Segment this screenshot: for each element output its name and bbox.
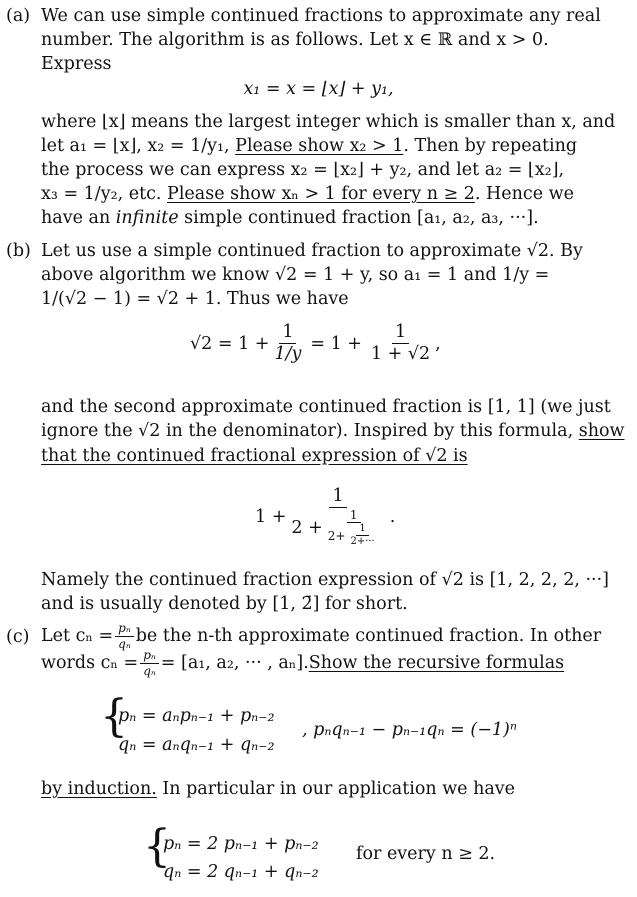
part-a-line-1 (41, 5, 601, 27)
part-b-line-5 (41, 420, 625, 442)
condition-n: for every n ≥ 2. (356, 844, 496, 864)
numerator: 1 (347, 508, 361, 523)
left-brace: { (100, 691, 128, 742)
fraction (140, 648, 159, 678)
text: , (435, 333, 441, 354)
part-b-line-2: above algorithm we know √2 = 1 + y, so a₁ = 1 and 1/y = (41, 265, 550, 285)
text: Let cₙ = (41, 626, 114, 646)
part-b-line-1: Let us use a simple continued fraction to approximate √2. By (41, 241, 583, 261)
text: x₃ = 1/y₂, etc. (41, 184, 168, 204)
part-c-label: (c) (6, 627, 30, 647)
denominator: 2+··· (350, 536, 375, 548)
equation-x1: x₁ = x = ⌊x⌋ + y₁, (243, 79, 394, 99)
denominator (288, 508, 387, 548)
denominator: 1 + √2 (370, 344, 431, 364)
numerator: pₙ (140, 648, 159, 663)
numerator: 1 (392, 322, 409, 344)
part-b-line-7: Namely the continued fraction expression of √2 is [1, 2, 2, 2, ···] (41, 570, 609, 590)
text: = 1 + (310, 333, 362, 354)
part-b-line-6: that the continued fractional expression of √2 is (41, 446, 468, 466)
left-brace: { (143, 821, 171, 872)
part-b-label: (b) (6, 241, 31, 261)
part-b-line-3: 1/(√2 − 1) = √2 + 1. Thus we have (41, 289, 349, 309)
text: 1 + (255, 507, 287, 528)
text: be the n-th approximate continued fraction. In other (135, 626, 602, 646)
part-a-label: (a) (6, 6, 31, 26)
recursion-q: qₙ = aₙqₙ₋₁ + qₙ₋₂ (118, 735, 275, 755)
denominator: qₙ (143, 663, 156, 678)
task-show-xn: Please show xₙ > 1 for every n ≥ 2 (167, 184, 475, 204)
denominator (325, 523, 383, 548)
recursion-q-application: qₙ = 2 qₙ₋₁ + qₙ₋₂ (163, 862, 319, 882)
task-show: show (578, 421, 625, 441)
equation-sqrt2 (190, 322, 441, 365)
fraction (271, 322, 304, 365)
fraction (115, 621, 134, 651)
numerator: pₙ (115, 621, 134, 636)
part-b-line-4: and the second approximate continued fraction is [1, 1] (we just (41, 397, 611, 417)
text: = [a₁, a₂, ··· , aₙ]. (160, 653, 309, 673)
text: . Then by repeating (403, 136, 578, 156)
text: have an (41, 208, 116, 228)
fraction (347, 523, 377, 548)
text: √2 = 1 + (190, 333, 270, 354)
fraction (288, 486, 387, 548)
denominator: 1/y (274, 344, 302, 364)
text: In particular in our application we have (156, 779, 516, 799)
part-a-line-7 (41, 183, 574, 205)
fraction (368, 322, 433, 365)
numerator: 1 (356, 523, 368, 536)
task-show-x2: Please show x₂ > 1 (235, 136, 404, 156)
determinant-identity: , pₙqₙ₋₁ − pₙ₋₁qₙ = (−1)ⁿ (302, 720, 517, 740)
task-show-recursive: Show the recursive formulas (308, 653, 565, 673)
text: words cₙ = (41, 653, 139, 673)
numerator: 1 (329, 486, 346, 508)
part-a-line-2: number. The algorithm is as follows. Let x ∈ ℝ and x > 0. (41, 30, 549, 50)
text: . Hence we (474, 184, 574, 204)
part-a-line-8 (41, 207, 539, 229)
recursion-p: pₙ = aₙpₙ₋₁ + pₙ₋₂ (118, 706, 275, 726)
text: 2+ (327, 528, 346, 543)
part-a-line-4: where ⌊x⌋ means the largest integer which is smaller than x, and (41, 112, 616, 132)
denominator: qₙ (118, 636, 131, 651)
recursion-p-application: pₙ = 2 pₙ₋₁ + pₙ₋₂ (163, 834, 319, 854)
text: simple continued fraction [a₁, a₂, a₃, ···]. (178, 208, 539, 228)
numerator: 1 (279, 322, 296, 344)
part-a-line-3: Express (41, 54, 112, 74)
text: We can use simple continued fractions to approximate any real (41, 6, 601, 26)
emphasis-infinite: infinite (115, 208, 179, 228)
task-by-induction: by induction. (41, 779, 157, 799)
text: let a₁ = ⌊x⌋, x₂ = 1/y₁, (41, 136, 236, 156)
part-a-line-5 (41, 135, 577, 157)
continued-fraction-sqrt2 (255, 486, 395, 548)
part-c-line-1 (41, 621, 601, 651)
text: . (389, 507, 396, 528)
fraction (325, 508, 383, 548)
part-c-line-2 (41, 648, 564, 678)
part-a-line-6: the process we can express x₂ = ⌊x₂⌋ + y₂, and let a₂ = ⌊x₂⌋, (41, 160, 565, 180)
text: 2 + (291, 517, 323, 538)
text: ignore the √2 in the denominator). Inspired by this formula, (41, 421, 579, 441)
part-b-line-8: and is usually denoted by [1, 2̄] for short. (41, 594, 408, 614)
part-c-line-3 (41, 778, 515, 800)
